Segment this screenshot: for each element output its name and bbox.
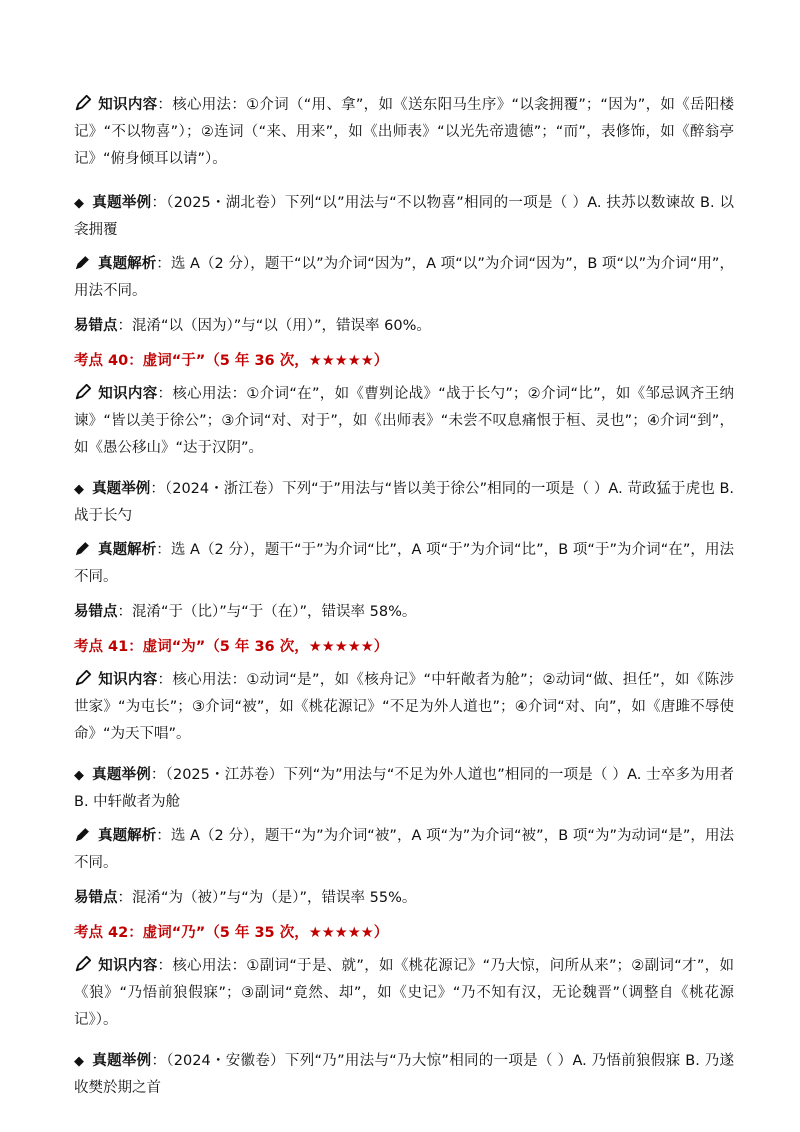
section-heading: 考点 41：虚词“为”（5 年 36 次，★★★★★）: [74, 639, 389, 655]
knowledge-paragraph: [74, 381, 734, 462]
document-page: [74, 92, 734, 1102]
error-paragraph: [74, 885, 734, 912]
error-label: 易错点: [74, 604, 118, 620]
analysis-paragraph: [74, 823, 734, 877]
analysis-text: ：选 A（2 分），题干“以”为介词“因为”，A 项“以”为介词“因为”，B 项“以”为介词“用”，用法不同。: [74, 256, 735, 299]
example-label: 真题举例: [92, 481, 151, 497]
error-text: ：混淆“为（被）”与“为（是）”，错误率 55%。: [117, 890, 417, 906]
diamond-bullet-icon: ◆: [74, 1054, 84, 1069]
diamond-bullet-icon: ◆: [74, 196, 84, 211]
analysis-text: ：选 A（2 分），题干“于”为介词“比”，A 项“于”为介词“比”，B 项“于”为介词“在”，用法不同。: [74, 542, 735, 585]
pencil-icon: [74, 94, 92, 112]
knowledge-paragraph: [74, 667, 734, 748]
example-paragraph: [74, 476, 734, 530]
knowledge-text: ：核心用法：①介词（“用、拿”，如《送东阳马生序》“以衾拥覆”；“因为”，如《岳阳楼记》“不以物喜”）；②连词（“来、用来”，如《出师表》“以光先帝遗德”；“而”，表修饰，如《醉翁亭记》“俯身倾耳以请”）。: [74, 97, 734, 167]
pen-icon: [74, 825, 92, 843]
knowledge-label: 知识内容: [98, 672, 158, 688]
pen-icon: [74, 253, 92, 271]
example-label: 真题举例: [92, 767, 151, 783]
example-text: ：（2025・湖北卷）下列“以”用法与“不以物喜”相同的一项是（ ）A. 扶苏以数谏故 B. 以衾拥覆: [74, 195, 734, 238]
knowledge-text: ：核心用法：①副词“于是、就”，如《桃花源记》“乃大惊，问所从来”；②副词“才”，如《狼》“乃悟前狼假寐”；③副词“竟然、却”，如《史记》“乃不知有汉，无论魏晋”（调整自《桃花源记》）。: [74, 958, 734, 1028]
knowledge-label: 知识内容: [98, 386, 158, 402]
error-paragraph: [74, 599, 734, 626]
pen-icon: [74, 539, 92, 557]
example-text: ：（2024・安徽卷）下列“乃”用法与“乃大惊”相同的一项是（ ）A. 乃悟前狼假寐 B. 乃遂收樊於期之首: [74, 1053, 734, 1096]
knowledge-paragraph: [74, 92, 734, 173]
example-text: ：（2024・浙江卷）下列“于”用法与“皆以美于徐公”相同的一项是（ ）A. 苛政猛于虎也 B. 战于长勺: [74, 481, 734, 524]
example-label: 真题举例: [92, 1053, 152, 1069]
analysis-paragraph: [74, 251, 734, 305]
analysis-label: 真题解析: [98, 256, 157, 272]
error-text: ：混淆“以（因为）”与“以（用）”，错误率 60%。: [117, 318, 431, 334]
example-label: 真题举例: [92, 195, 152, 211]
error-label: 易错点: [74, 890, 118, 906]
analysis-label: 真题解析: [98, 828, 157, 844]
knowledge-label: 知识内容: [98, 958, 158, 974]
knowledge-text: ：核心用法：①介词“在”，如《曹刿论战》“战于长勺”；②介词“比”，如《邹忌讽齐王纳谏》“皆以美于徐公”；③介词“对、对于”，如《出师表》“未尝不叹息痛恨于桓、灵也”；④介词“到”，如《愚公移山》“达于汉阴”。: [74, 386, 734, 456]
pencil-icon: [74, 955, 92, 973]
pencil-icon: [74, 669, 92, 687]
knowledge-text: ：核心用法：①动词“是”，如《核舟记》“中轩敞者为舱”；②动词“做、担任”，如《陈涉世家》“为屯长”；③介词“被”，如《桃花源记》“不足为外人道也”；④介词“对、向”，如《唐雎不辱使命》“为天下唱”。: [74, 672, 734, 742]
example-paragraph: [74, 190, 734, 244]
analysis-paragraph: [74, 537, 734, 591]
example-paragraph: [74, 762, 734, 816]
example-text: ：（2025・江苏卷）下列“为”用法与“不足为外人道也”相同的一项是（ ）A. 士卒多为用者 B. 中轩敞者为舱: [74, 767, 734, 810]
diamond-bullet-icon: ◆: [74, 482, 84, 497]
pencil-icon: [74, 383, 92, 401]
knowledge-paragraph: [74, 953, 734, 1034]
example-paragraph: [74, 1048, 734, 1102]
analysis-text: ：选 A（2 分），题干“为”为介词“被”，A 项“为”为介词“被”，B 项“为”为动词“是”，用法不同。: [74, 828, 735, 871]
error-text: ：混淆“于（比）”与“于（在）”，错误率 58%。: [117, 604, 417, 620]
diamond-bullet-icon: ◆: [74, 768, 84, 783]
analysis-label: 真题解析: [98, 542, 157, 558]
error-paragraph: [74, 313, 734, 340]
section-heading: 考点 40：虚词“于”（5 年 36 次，★★★★★）: [74, 353, 389, 369]
section-heading: 考点 42：虚词“乃”（5 年 35 次，★★★★★）: [74, 925, 389, 941]
knowledge-label: 知识内容: [98, 97, 158, 113]
error-label: 易错点: [74, 318, 118, 334]
